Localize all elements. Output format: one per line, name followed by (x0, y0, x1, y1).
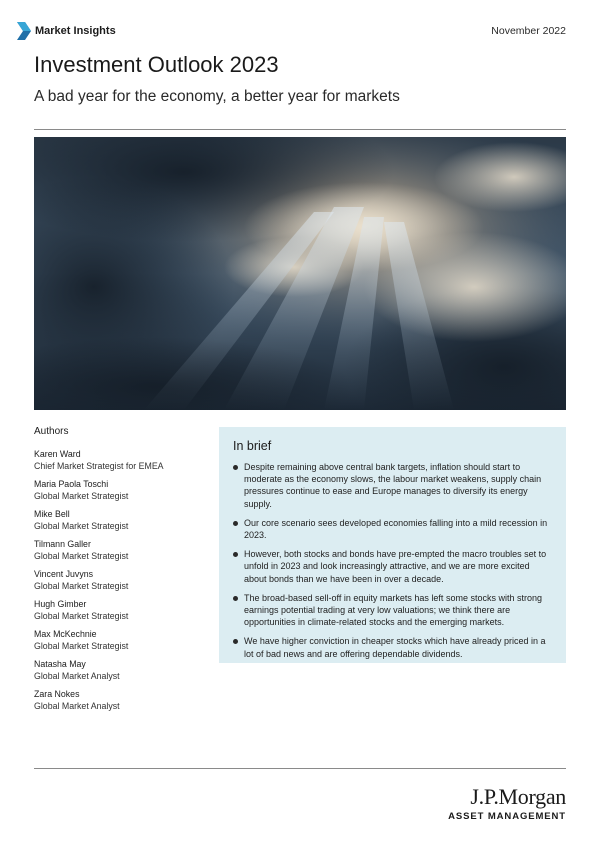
in-brief-point (233, 635, 552, 659)
author-entry (34, 509, 214, 532)
in-brief-point-text: Despite remaining above central bank targets, inflation should start to moderate as the economy slows, the labour market weakens, supply chain pressures continue to ease and Europe manages to diversify its energy supply. (244, 462, 542, 509)
author-name: Max McKechnie (34, 629, 97, 639)
sky-clouds-sunbeams-photo-icon (34, 137, 566, 410)
logo-wordmark: J.P.Morgan (470, 784, 566, 809)
author-name: Karen Ward (34, 449, 81, 459)
bullet-icon (233, 639, 238, 644)
author-name: Hugh Gimber (34, 599, 87, 609)
bullet-icon (233, 521, 238, 526)
author-name: Maria Paola Toschi (34, 479, 109, 489)
in-brief-point (233, 461, 552, 510)
author-entry (34, 629, 214, 652)
author-entry (34, 599, 214, 622)
author-role: Global Market Strategist (34, 550, 129, 561)
author-entry (34, 689, 214, 712)
author-role: Global Market Strategist (34, 580, 129, 591)
in-brief-point-text: Our core scenario sees developed economies falling into a mild recession in 2023. (244, 517, 548, 541)
in-brief-point-text: We have higher conviction in cheaper stocks which have already priced in a lot of bad news and are offering dependable dividends. (244, 636, 546, 659)
in-brief-point-text: However, both stocks and bonds have pre-empted the macro troubles set to unfold in 2023 and look increasingly attractive, and we are more excited about bonds than we have been in over a decade. (244, 549, 547, 584)
authors-heading: Authors (34, 426, 69, 437)
author-name: Natasha May (34, 659, 86, 669)
page-title: Investment Outlook 2023 (34, 52, 279, 77)
author-name: Zara Nokes (34, 689, 80, 699)
footer-divider (34, 768, 566, 769)
author-role: Global Market Strategist (34, 490, 129, 501)
bullet-icon (233, 552, 238, 557)
author-role: Global Market Strategist (34, 520, 129, 531)
author-role: Global Market Analyst (34, 670, 120, 681)
market-insights-brand (17, 22, 116, 40)
hero-image (34, 137, 566, 410)
author-entry (34, 569, 214, 592)
page-subtitle: A bad year for the economy, a better year for markets (34, 88, 400, 105)
author-role: Global Market Strategist (34, 610, 129, 621)
jpmorgan-logo (448, 785, 566, 822)
author-name: Vincent Juvyns (34, 569, 94, 579)
in-brief-point (233, 548, 552, 585)
in-brief-point (233, 517, 552, 541)
in-brief-point (233, 592, 552, 629)
bullet-icon (233, 465, 238, 470)
publication-date: November 2022 (491, 25, 566, 37)
author-role: Global Market Analyst (34, 700, 120, 711)
header-divider (34, 129, 566, 130)
in-brief-list (233, 461, 552, 660)
author-entry (34, 539, 214, 562)
chevron-right-icon (17, 22, 31, 40)
authors-section (34, 426, 214, 719)
in-brief-panel (219, 427, 566, 663)
author-name: Mike Bell (34, 509, 70, 519)
in-brief-point-text: The broad-based sell-off in equity markets has left some stocks with strong earnings potential trading at very low valuations; we think there are opportunities in climate-related stocks and the emerging markets. (244, 592, 542, 628)
author-entry (34, 659, 214, 682)
brand-label: Market Insights (35, 25, 116, 37)
logo-subline: ASSET MANAGEMENT (448, 811, 566, 822)
author-entry (34, 449, 214, 472)
author-entry (34, 479, 214, 502)
bullet-icon (233, 596, 238, 601)
author-role: Global Market Strategist (34, 640, 129, 651)
author-role: Chief Market Strategist for EMEA (34, 460, 164, 471)
in-brief-heading: In brief (233, 439, 272, 453)
author-name: Tilmann Galler (34, 539, 91, 549)
